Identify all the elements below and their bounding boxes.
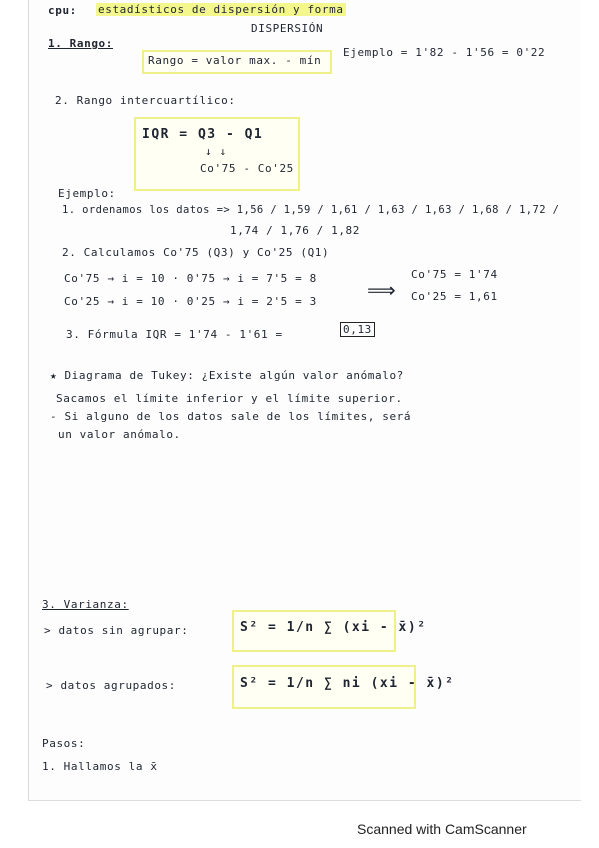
co25-calculation: Co'25 → i = 10 · 0'25 → i = 2'5 = 3 [64,295,317,308]
iqr-arrows: ↓ ↓ [205,145,227,158]
step3-result: 0,13 [340,322,375,337]
step1-line2: 1,74 / 1,76 / 1,82 [230,224,361,237]
unit-label: cpu: [48,4,77,17]
rango-example: Ejemplo = 1'82 - 1'56 = 0'22 [343,46,546,59]
grouped-label: > datos agrupados: [46,679,177,692]
grouped-formula: S² = 1/n ∑ ni (xi - x̄)² [240,676,455,691]
section-varianza-heading: 3. Varianza: [42,598,129,611]
page-subtitle: DISPERSIÓN [251,22,324,35]
ungrouped-label: > datos sin agrupar: [44,624,189,637]
step3-formula: 3. Fórmula IQR = 1'74 - 1'61 = [66,328,283,341]
co75-result: Co'75 = 1'74 [411,268,498,281]
tukey-title: ★ Diagrama de Tukey: ¿Existe algún valor anómalo? [50,369,404,382]
page-title: estadísticos de dispersión y forma [98,3,344,16]
steps-label: Pasos: [42,737,86,750]
example-label: Ejemplo: [58,187,116,200]
camscanner-watermark: Scanned with CamScanner [357,821,527,837]
section-iqr-heading: 2. Rango intercuartílico: [55,94,236,107]
implies-arrow: ⟹ [367,278,397,302]
rango-formula: Rango = valor max. - mín [148,54,322,67]
step2-title: 2. Calculamos Co'75 (Q3) y Co'25 (Q1) [62,246,330,259]
tukey-line2: - Si alguno de los datos sale de los límites, será [50,410,412,423]
tukey-line3: un valor anómalo. [58,428,181,441]
iqr-formula: IQR = Q3 - Q1 [142,127,264,142]
ungrouped-formula: S² = 1/n ∑ (xi - x̄)² [240,620,427,635]
co75-calculation: Co'75 → i = 10 · 0'75 → i = 7'5 = 8 [64,272,317,285]
co25-result: Co'25 = 1,61 [411,290,498,303]
section-rango-heading: 1. Rango: [48,37,114,50]
iqr-formula-bottom: Co'75 - Co'25 [200,162,294,175]
step1-line1: 1. ordenamos los datos => 1,56 / 1,59 / 1,61 / 1,63 / 1,63 / 1,68 / 1,72 / [62,204,560,216]
steps-item-1: 1. Hallamos la x̄ [42,760,158,773]
tukey-line1: Sacamos el límite inferior y el límite superior. [56,392,403,405]
